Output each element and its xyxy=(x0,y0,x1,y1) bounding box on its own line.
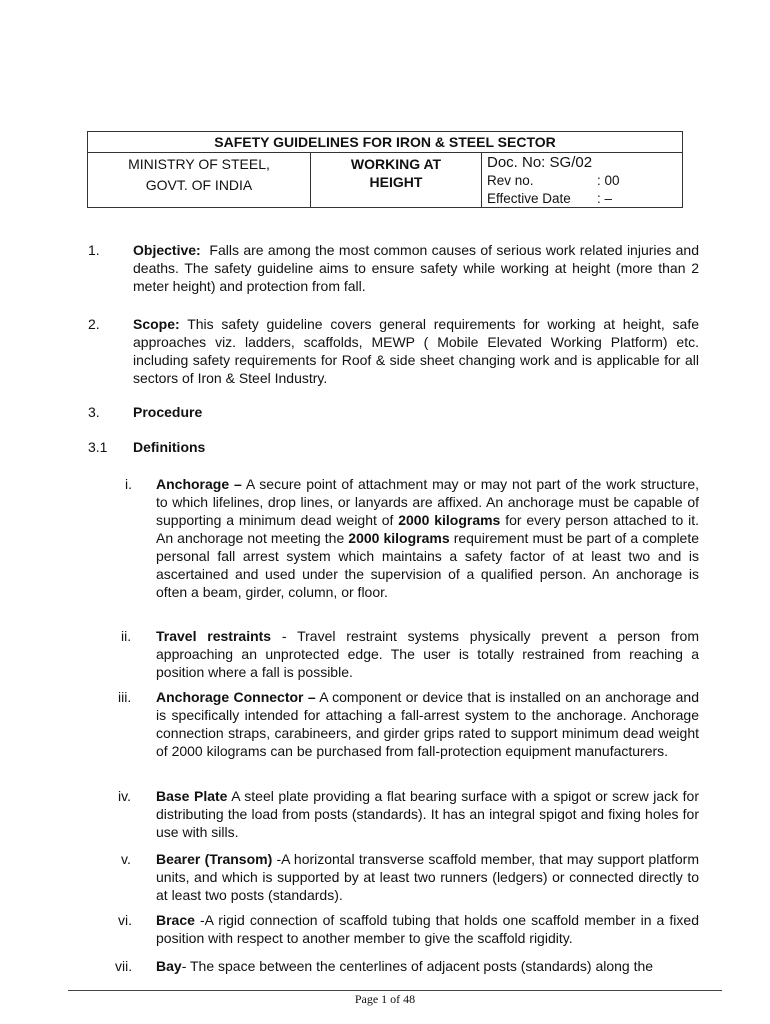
document-header-table xyxy=(87,131,683,208)
section-2-number: 2. xyxy=(88,316,100,332)
section-3-number: 3. xyxy=(88,404,100,420)
revision-value: : 00 xyxy=(597,173,620,188)
definition-base-plate xyxy=(156,787,699,841)
definition-v-number: v. xyxy=(121,851,131,867)
definition-ii-term: Travel restraints xyxy=(156,628,272,644)
subject-cell xyxy=(310,153,481,207)
definition-iv-term: Base Plate xyxy=(156,788,228,804)
definition-bearer xyxy=(156,850,699,904)
section-2-scope xyxy=(133,315,699,387)
page-number: Page 1 of 48 xyxy=(354,992,416,1006)
section-3-1-title: Definitions xyxy=(133,439,206,455)
definition-vii-text: - The space between the centerlines of adjacent posts (standards) along the xyxy=(181,958,654,974)
definition-i-number: i. xyxy=(125,476,132,492)
definition-iii-number: iii. xyxy=(118,689,132,705)
definition-ii-text: - Travel restraint systems physically prevent a person from approaching an unprotected edge. The user is totally restrained from reaching a position where a fall is possible. xyxy=(156,628,700,680)
doc-info-cell xyxy=(481,153,682,207)
definition-vi-term: Brace xyxy=(156,912,195,928)
definition-bay xyxy=(156,957,699,975)
definition-v-term: Bearer (Transom) xyxy=(156,851,273,867)
definition-i-text-b: for every person attached to it. An anchorage not meeting the xyxy=(156,512,700,546)
definition-i-bold2: 2000 kilograms xyxy=(348,530,450,546)
definition-iv-text: A steel plate providing a flat bearing surface with a spigot or screw jack for distributing the load from posts (standards). It has an integral spigot and fixing holes for use with sills. xyxy=(156,788,699,840)
definition-ii-number: ii. xyxy=(121,628,132,644)
definition-vi-number: vi. xyxy=(118,912,132,928)
definition-i-text-c: requirement must be part of a complete personal fall arrest system which maintains a safety factor of at least two and is ascertained and used under the supervision of a qualified person. An anchorage is often a beam, girder, column, or floor. xyxy=(156,530,700,600)
definition-i-text-a: A secure point of attachment may or may not part of the work structure, to which lifelines, drop lines, or lanyards are affixed. An anchorage must be capable of supporting a minimum dead weight of xyxy=(156,476,699,528)
definition-i-term: Anchorage – xyxy=(156,476,242,492)
effective-date-row xyxy=(487,190,682,208)
definition-i-bold1: 2000 kilograms xyxy=(398,512,501,528)
definition-v-text: -A horizontal transverse scaffold member, that may support platform units, and which is supported by at least two runners (ledgers) or connected directly to at least two posts (standards). xyxy=(156,851,699,903)
definition-iii-term: Anchorage Connector – xyxy=(156,689,316,705)
definition-vii-number: vii. xyxy=(115,958,133,974)
definition-iii-text: A component or device that is installed on an anchorage and is specifically intended for attaching a fall-arrest system to the anchorage. Anchorage connection straps, carabineers, and girder grips rated to support minimum dead weight of 2000 kilograms can be purchased from fall-protection equipment manufacturers. xyxy=(156,689,699,759)
revision-row xyxy=(487,172,682,190)
effective-date-value: : – xyxy=(597,191,613,206)
definition-travel-restraints xyxy=(156,627,699,681)
section-2-title: Scope: xyxy=(133,316,180,332)
revision-label: Rev no. xyxy=(487,173,534,188)
ministry-line2: GOVT. OF INDIA xyxy=(145,177,253,193)
ministry-cell xyxy=(88,153,310,207)
ministry-line1: MINISTRY OF STEEL, xyxy=(128,156,270,172)
section-3-1-number: 3.1 xyxy=(88,439,108,455)
section-2-text: This safety guideline covers general requirements for working at height, safe approaches viz. ladders, scaffolds, MEWP ( Mobile Elevated Working Platform) etc. including safety requirements for Roof & side sheet changing work and is applicable for all sectors of Iron & Steel Industry. xyxy=(133,316,700,386)
doc-number: Doc. No: SG/02 xyxy=(487,154,593,171)
document-title: SAFETY GUIDELINES FOR IRON & STEEL SECTOR xyxy=(88,132,682,153)
section-1-text: Falls are among the most common causes of serious work related injuries and deaths. The safety guideline aims to ensure safety while working at height (more than 2 meter height) and protection from fall. xyxy=(133,242,700,294)
definition-iv-number: iv. xyxy=(118,788,131,804)
definition-vi-text: -A rigid connection of scaffold tubing that holds one scaffold member in a fixed position with respect to another member to give the scaffold rigidity. xyxy=(156,912,699,946)
definition-anchorage xyxy=(156,475,699,601)
effective-date-label: Effective Date xyxy=(487,191,571,206)
footer-divider xyxy=(68,990,722,991)
section-1-number: 1. xyxy=(88,242,100,258)
subject-line1: WORKING AT xyxy=(350,156,442,172)
definition-brace xyxy=(156,911,699,947)
definition-anchorage-connector xyxy=(156,688,699,760)
subject-line2: HEIGHT xyxy=(369,174,423,190)
section-1-objective xyxy=(133,241,699,295)
section-3-title: Procedure xyxy=(133,404,203,420)
section-1-title: Objective: xyxy=(133,242,201,258)
definition-vii-term: Bay xyxy=(156,958,182,974)
